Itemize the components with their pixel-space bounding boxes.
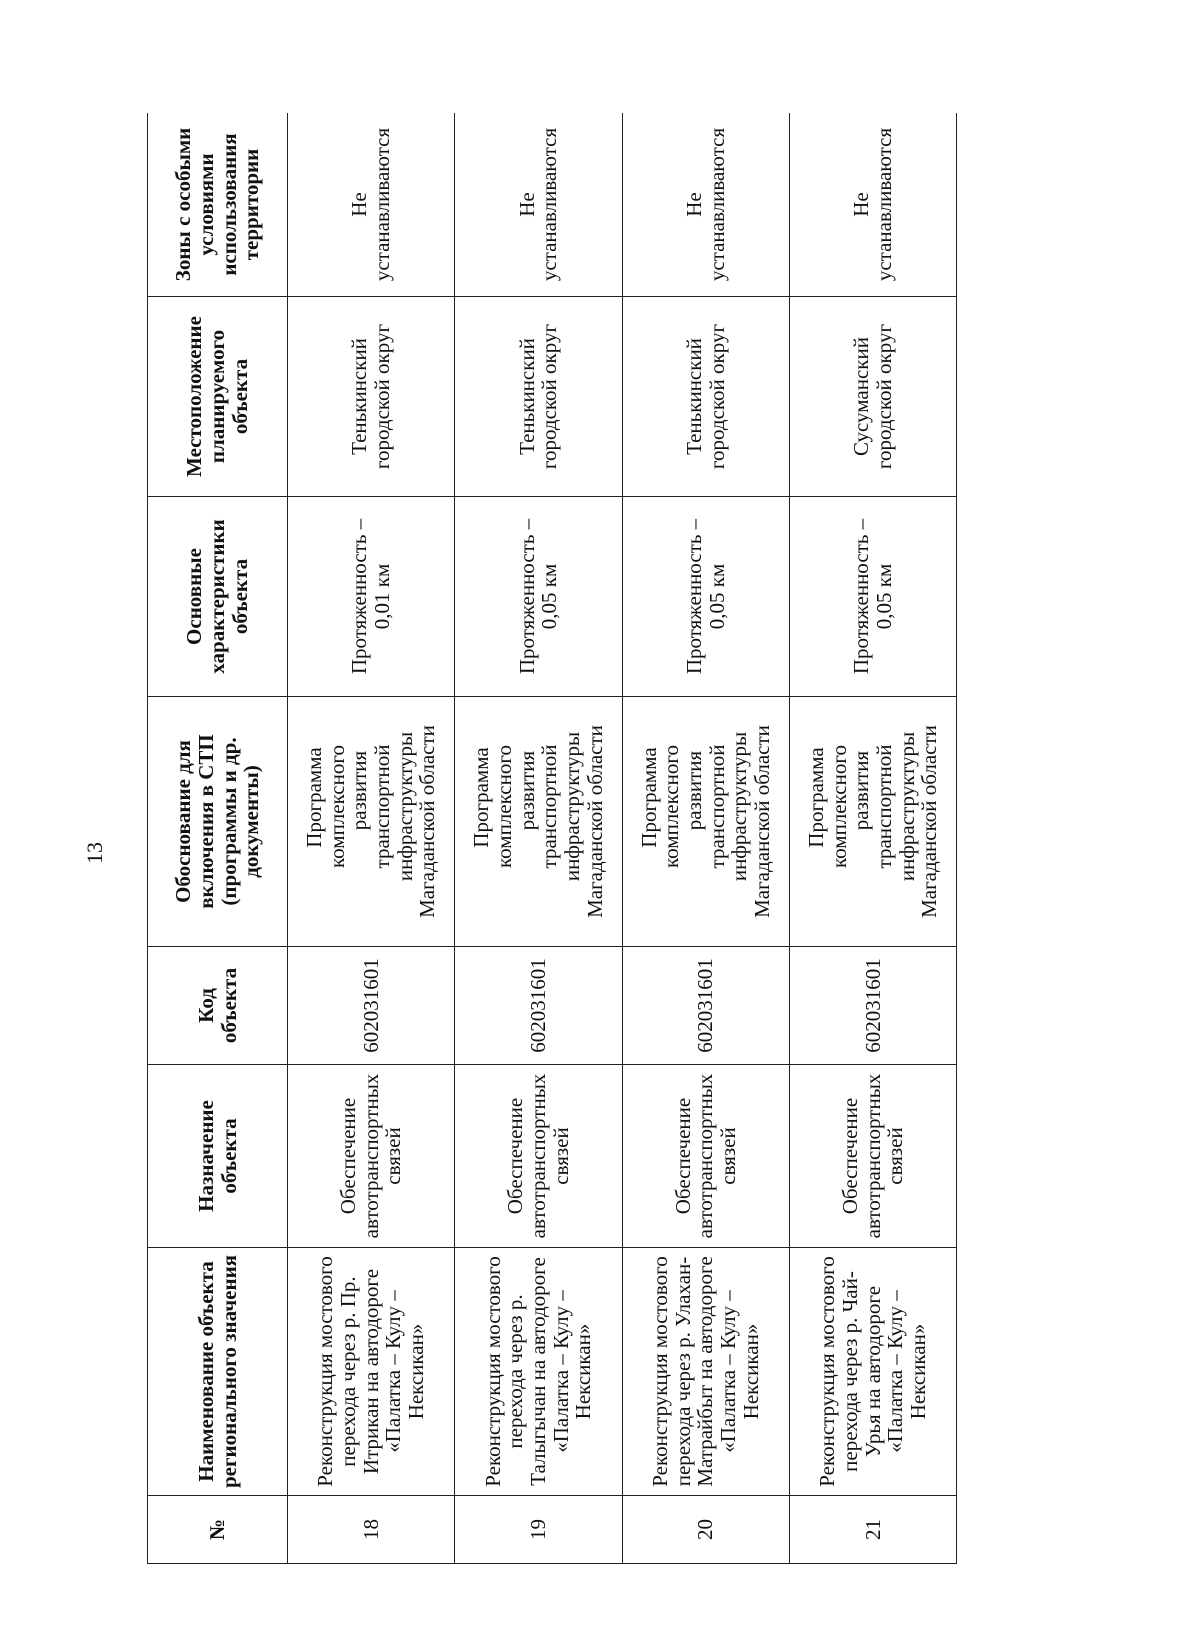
cell-basis [288, 697, 455, 947]
header-purpose: Назначение объекта [148, 1065, 288, 1248]
basis-line: инфраструктуры [560, 731, 585, 882]
cell-number: 21 [789, 1496, 956, 1564]
basis-line: комплексного [324, 745, 349, 868]
table-row [288, 113, 455, 1564]
cell-characteristics: Протяженность – 0,05 км [622, 497, 789, 697]
cell-number: 18 [288, 1496, 455, 1564]
basis-line: инфраструктуры [727, 731, 752, 882]
basis-line: Программа [302, 747, 327, 848]
basis-line: инфраструктуры [392, 731, 417, 882]
cell-zones: Не устанавливаются [288, 113, 455, 297]
basis-line: Программа [469, 747, 494, 848]
cell-location: Сусуманский городской округ [789, 297, 956, 497]
table-row [622, 113, 789, 1564]
header-location: Местоположение планируемого объекта [148, 297, 288, 497]
basis-line: Программа [636, 747, 661, 848]
basis-line: транспортной [871, 744, 896, 869]
basis-line: Магаданской области [582, 725, 607, 918]
basis-line: комплексного [492, 745, 517, 868]
cell-zones: Не устанавливаются [789, 113, 956, 297]
cell-characteristics: Протяженность – 0,01 км [288, 497, 455, 697]
rotated-table-frame [147, 113, 957, 1564]
cell-location: Тенькинский городской округ [622, 297, 789, 497]
cell-basis [789, 697, 956, 947]
cell-zones: Не устанавливаются [622, 113, 789, 297]
cell-code: 602031601 [455, 947, 622, 1065]
basis-line: инфраструктуры [894, 731, 919, 882]
page-number: 13 [82, 842, 107, 864]
cell-purpose: Обеспечение автотранспортных связей [789, 1065, 956, 1248]
cell-code: 602031601 [789, 947, 956, 1065]
cell-number: 20 [622, 1496, 789, 1564]
cell-name: Реконструкция мостового перехода через р. Пр. Итрикан на автодороге «Палатка – Кулу – Нексикан» [288, 1248, 455, 1496]
objects-table [147, 113, 957, 1564]
basis-line: Магаданской области [415, 725, 440, 918]
cell-characteristics: Протяженность – 0,05 км [455, 497, 622, 697]
table-header-row [148, 113, 288, 1564]
table-container [147, 113, 957, 1564]
cell-location: Тенькинский городской округ [455, 297, 622, 497]
basis-line: Программа [803, 747, 828, 848]
header-zones: Зоны с особыми условиями использования территории [148, 113, 288, 297]
cell-basis [455, 697, 622, 947]
cell-name: Реконструкция мостового перехода через р. Талыгычан на автодороге «Палатка – Кулу – Нексикан» [455, 1248, 622, 1496]
cell-basis [622, 697, 789, 947]
header-name: Наименование объекта регионального значения [148, 1248, 288, 1496]
basis-line: развития [514, 750, 539, 831]
basis-line: транспортной [537, 744, 562, 869]
cell-code: 602031601 [622, 947, 789, 1065]
cell-zones: Не устанавливаются [455, 113, 622, 297]
cell-location: Тенькинский городской округ [288, 297, 455, 497]
cell-purpose: Обеспечение автотранспортных связей [622, 1065, 789, 1248]
basis-line: развития [347, 750, 372, 831]
basis-line: транспортной [370, 744, 395, 869]
cell-purpose: Обеспечение автотранспортных связей [288, 1065, 455, 1248]
cell-number: 19 [455, 1496, 622, 1564]
basis-line: развития [849, 750, 874, 831]
cell-name: Реконструкция мостового перехода через р. Улахан-Матрайбыт на автодороге «Палатка – Кулу – Нексикан» [622, 1248, 789, 1496]
header-basis: Обоснование для включения в СТП (программы и др. документы) [148, 697, 288, 947]
cell-code: 602031601 [288, 947, 455, 1065]
header-number: № [148, 1496, 288, 1564]
basis-line: транспортной [704, 744, 729, 869]
table-row [789, 113, 956, 1564]
basis-line: комплексного [659, 745, 684, 868]
basis-line: комплексного [826, 745, 851, 868]
cell-name: Реконструкция мостового перехода через р. Чай-Урья на автодороге «Палатка – Кулу – Нексикан» [789, 1248, 956, 1496]
basis-line: развития [681, 750, 706, 831]
basis-line: Магаданской области [917, 725, 942, 918]
header-characteristics: Основные характеристики объекта [148, 497, 288, 697]
table-row [455, 113, 622, 1564]
cell-purpose: Обеспечение автотранспортных связей [455, 1065, 622, 1248]
basis-line: Магаданской области [749, 725, 774, 918]
header-code: Код объекта [148, 947, 288, 1065]
cell-characteristics: Протяженность – 0,05 км [789, 497, 956, 697]
